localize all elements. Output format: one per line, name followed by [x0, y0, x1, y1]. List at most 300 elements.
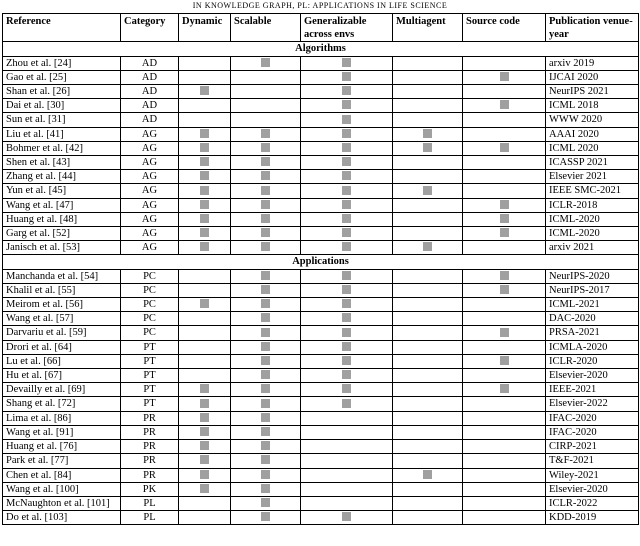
table-row — [3, 411, 639, 425]
feature-mark-square — [342, 143, 351, 152]
mark-cell — [179, 312, 231, 326]
category-cell: AG — [121, 127, 179, 141]
mark-cell — [463, 227, 546, 241]
reference-cell: Meirom et al. [56] — [3, 298, 121, 312]
category-cell: AG — [121, 212, 179, 226]
mark-cell — [231, 425, 301, 439]
mark-cell — [231, 56, 301, 70]
feature-mark-square — [261, 299, 270, 308]
feature-mark-square — [342, 285, 351, 294]
feature-mark-square — [261, 228, 270, 237]
table-row — [3, 340, 639, 354]
mark-cell — [463, 369, 546, 383]
category-cell: PC — [121, 298, 179, 312]
col-header-category: Category — [121, 14, 179, 42]
venue-cell: IFAC-2020 — [546, 411, 639, 425]
category-cell: PT — [121, 383, 179, 397]
feature-mark-square — [342, 370, 351, 379]
feature-mark-square — [200, 157, 209, 166]
reference-cell: Manchanda et al. [54] — [3, 269, 121, 283]
feature-mark-square — [500, 200, 509, 209]
feature-mark-square — [261, 342, 270, 351]
col-header-scalable: Scalable — [231, 14, 301, 42]
mark-cell — [179, 269, 231, 283]
reference-cell: Do et al. [103] — [3, 511, 121, 525]
category-cell: AG — [121, 198, 179, 212]
mark-cell — [179, 454, 231, 468]
mark-cell — [231, 397, 301, 411]
reference-cell: Wang et al. [47] — [3, 198, 121, 212]
mark-cell — [393, 170, 463, 184]
mark-cell — [463, 241, 546, 255]
venue-cell: IFAC-2020 — [546, 425, 639, 439]
reference-cell: Lima et al. [86] — [3, 411, 121, 425]
mark-cell — [179, 411, 231, 425]
reference-cell: Lu et al. [66] — [3, 354, 121, 368]
feature-mark-square — [423, 186, 432, 195]
reference-cell: Park et al. [77] — [3, 454, 121, 468]
feature-mark-square — [261, 157, 270, 166]
mark-cell — [393, 227, 463, 241]
mark-cell — [463, 340, 546, 354]
mark-cell — [179, 241, 231, 255]
feature-mark-square — [500, 271, 509, 280]
header-row — [3, 14, 639, 42]
venue-cell: Elsevier 2021 — [546, 170, 639, 184]
table-row — [3, 99, 639, 113]
feature-mark-square — [342, 100, 351, 109]
mark-cell — [301, 283, 393, 297]
mark-cell — [463, 440, 546, 454]
mark-cell — [301, 212, 393, 226]
mark-cell — [463, 326, 546, 340]
mark-cell — [179, 511, 231, 525]
mark-cell — [179, 184, 231, 198]
mark-cell — [393, 212, 463, 226]
feature-mark-square — [500, 100, 509, 109]
reference-cell: Wang et al. [57] — [3, 312, 121, 326]
col-header-publication: Publication venue-year — [546, 14, 639, 42]
reference-cell: Garg et al. [52] — [3, 227, 121, 241]
venue-cell: DAC-2020 — [546, 312, 639, 326]
mark-cell — [301, 511, 393, 525]
feature-mark-square — [342, 171, 351, 180]
mark-cell — [231, 312, 301, 326]
venue-cell: WWW 2020 — [546, 113, 639, 127]
mark-cell — [393, 70, 463, 84]
venue-cell: IJCAI 2020 — [546, 70, 639, 84]
table-row — [3, 170, 639, 184]
reference-cell: Shan et al. [26] — [3, 85, 121, 99]
mark-cell — [179, 468, 231, 482]
mark-cell — [393, 411, 463, 425]
reference-cell: Liu et al. [41] — [3, 127, 121, 141]
mark-cell — [231, 482, 301, 496]
venue-cell: T&F-2021 — [546, 454, 639, 468]
feature-mark-square — [342, 328, 351, 337]
mark-cell — [179, 227, 231, 241]
mark-cell — [463, 184, 546, 198]
mark-cell — [301, 354, 393, 368]
mark-cell — [231, 227, 301, 241]
mark-cell — [301, 198, 393, 212]
mark-cell — [393, 298, 463, 312]
table-row — [3, 369, 639, 383]
mark-cell — [231, 198, 301, 212]
mark-cell — [179, 198, 231, 212]
feature-mark-square — [200, 186, 209, 195]
mark-cell — [463, 269, 546, 283]
reference-cell: Janisch et al. [53] — [3, 241, 121, 255]
mark-cell — [301, 298, 393, 312]
reference-cell: Bohmer et al. [42] — [3, 141, 121, 155]
feature-mark-square — [200, 143, 209, 152]
mark-cell — [231, 156, 301, 170]
table-row — [3, 397, 639, 411]
category-cell: PR — [121, 440, 179, 454]
venue-cell: Elsevier-2022 — [546, 397, 639, 411]
section-row — [3, 255, 639, 269]
table-row — [3, 482, 639, 496]
mark-cell — [393, 156, 463, 170]
mark-cell — [393, 440, 463, 454]
feature-mark-square — [423, 143, 432, 152]
mark-cell — [301, 85, 393, 99]
mark-cell — [301, 397, 393, 411]
venue-cell: PRSA-2021 — [546, 326, 639, 340]
feature-mark-square — [261, 370, 270, 379]
feature-mark-square — [342, 399, 351, 408]
mark-cell — [463, 113, 546, 127]
mark-cell — [393, 496, 463, 510]
category-cell: PC — [121, 283, 179, 297]
mark-cell — [463, 141, 546, 155]
table-row — [3, 440, 639, 454]
mark-cell — [179, 127, 231, 141]
mark-cell — [463, 454, 546, 468]
mark-cell — [231, 283, 301, 297]
category-cell: PR — [121, 425, 179, 439]
mark-cell — [231, 496, 301, 510]
feature-mark-square — [500, 72, 509, 81]
mark-cell — [301, 127, 393, 141]
mark-cell — [179, 141, 231, 155]
feature-mark-square — [342, 129, 351, 138]
feature-mark-square — [500, 285, 509, 294]
mark-cell — [301, 482, 393, 496]
reference-cell: Sun et al. [31] — [3, 113, 121, 127]
mark-cell — [393, 354, 463, 368]
mark-cell — [463, 397, 546, 411]
mark-cell — [231, 241, 301, 255]
mark-cell — [231, 454, 301, 468]
mark-cell — [301, 468, 393, 482]
mark-cell — [231, 141, 301, 155]
mark-cell — [463, 170, 546, 184]
venue-cell: NeurIPS-2020 — [546, 269, 639, 283]
category-cell: AG — [121, 156, 179, 170]
mark-cell — [393, 369, 463, 383]
feature-mark-square — [261, 399, 270, 408]
reference-cell: Khalil et al. [55] — [3, 283, 121, 297]
category-cell: PT — [121, 369, 179, 383]
mark-cell — [179, 156, 231, 170]
feature-mark-square — [342, 72, 351, 81]
mark-cell — [463, 468, 546, 482]
category-cell: AD — [121, 70, 179, 84]
col-header-generalizable: Generalizable across envs — [301, 14, 393, 42]
mark-cell — [179, 340, 231, 354]
mark-cell — [301, 326, 393, 340]
reference-cell: Shen et al. [43] — [3, 156, 121, 170]
table-row — [3, 298, 639, 312]
mark-cell — [463, 383, 546, 397]
mark-cell — [301, 113, 393, 127]
mark-cell — [179, 425, 231, 439]
mark-cell — [179, 56, 231, 70]
venue-cell: NeurIPS-2017 — [546, 283, 639, 297]
feature-mark-square — [200, 86, 209, 95]
mark-cell — [301, 269, 393, 283]
mark-cell — [231, 440, 301, 454]
mark-cell — [393, 198, 463, 212]
reference-cell: Huang et al. [48] — [3, 212, 121, 226]
feature-mark-square — [342, 242, 351, 251]
feature-mark-square — [200, 384, 209, 393]
reference-cell: Zhou et al. [24] — [3, 56, 121, 70]
feature-mark-square — [261, 186, 270, 195]
mark-cell — [393, 482, 463, 496]
mark-cell — [393, 184, 463, 198]
mark-cell — [301, 56, 393, 70]
feature-mark-square — [261, 143, 270, 152]
feature-mark-square — [261, 214, 270, 223]
venue-cell: ICLR-2018 — [546, 198, 639, 212]
mark-cell — [301, 440, 393, 454]
mark-cell — [463, 312, 546, 326]
feature-mark-square — [261, 384, 270, 393]
mark-cell — [463, 56, 546, 70]
mark-cell — [393, 113, 463, 127]
reference-cell: Gao et al. [25] — [3, 70, 121, 84]
feature-mark-square — [200, 129, 209, 138]
venue-cell: ICLR-2022 — [546, 496, 639, 510]
mark-cell — [393, 468, 463, 482]
table-row — [3, 468, 639, 482]
feature-mark-square — [261, 484, 270, 493]
mark-cell — [179, 212, 231, 226]
mark-cell — [301, 411, 393, 425]
mark-cell — [231, 411, 301, 425]
mark-cell — [301, 340, 393, 354]
venue-cell: ICML-2020 — [546, 212, 639, 226]
feature-mark-square — [200, 455, 209, 464]
mark-cell — [393, 326, 463, 340]
mark-cell — [231, 70, 301, 84]
table-row — [3, 70, 639, 84]
feature-mark-square — [261, 413, 270, 422]
mark-cell — [393, 383, 463, 397]
feature-mark-square — [200, 200, 209, 209]
table-row — [3, 425, 639, 439]
category-cell: AD — [121, 56, 179, 70]
feature-mark-square — [261, 313, 270, 322]
mark-cell — [231, 269, 301, 283]
venue-cell: Elsevier-2020 — [546, 482, 639, 496]
category-cell: PT — [121, 354, 179, 368]
mark-cell — [179, 496, 231, 510]
venue-cell: ICML-2020 — [546, 227, 639, 241]
feature-mark-square — [342, 200, 351, 209]
feature-mark-square — [423, 242, 432, 251]
reference-cell: Devailly et al. [69] — [3, 383, 121, 397]
mark-cell — [301, 156, 393, 170]
table-row — [3, 283, 639, 297]
category-cell: AG — [121, 184, 179, 198]
mark-cell — [301, 425, 393, 439]
venue-cell: NeurIPS 2021 — [546, 85, 639, 99]
mark-cell — [463, 283, 546, 297]
mark-cell — [231, 340, 301, 354]
feature-mark-square — [261, 512, 270, 521]
mark-cell — [179, 298, 231, 312]
mark-cell — [179, 397, 231, 411]
reference-cell: Darvariu et al. [59] — [3, 326, 121, 340]
mark-cell — [393, 454, 463, 468]
category-cell: PC — [121, 312, 179, 326]
table-row — [3, 85, 639, 99]
mark-cell — [179, 326, 231, 340]
mark-cell — [301, 369, 393, 383]
mark-cell — [179, 99, 231, 113]
venue-cell: Elsevier-2020 — [546, 369, 639, 383]
table-row — [3, 496, 639, 510]
feature-mark-square — [500, 384, 509, 393]
reference-cell: Yun et al. [45] — [3, 184, 121, 198]
feature-mark-square — [500, 143, 509, 152]
feature-mark-square — [342, 86, 351, 95]
category-cell: AG — [121, 170, 179, 184]
mark-cell — [179, 113, 231, 127]
category-cell: PL — [121, 511, 179, 525]
table-row — [3, 326, 639, 340]
table-caption: IN KNOWLEDGE GRAPH, PL: APPLICATIONS IN LIFE SCIENCE — [192, 1, 448, 10]
feature-mark-square — [261, 427, 270, 436]
feature-mark-square — [500, 356, 509, 365]
feature-mark-square — [200, 214, 209, 223]
mark-cell — [231, 298, 301, 312]
mark-cell — [231, 468, 301, 482]
mark-cell — [231, 212, 301, 226]
table-row — [3, 511, 639, 525]
table-row — [3, 141, 639, 155]
table-row — [3, 269, 639, 283]
venue-cell: KDD-2019 — [546, 511, 639, 525]
mark-cell — [393, 340, 463, 354]
category-cell: AD — [121, 85, 179, 99]
mark-cell — [231, 511, 301, 525]
mark-cell — [301, 241, 393, 255]
table-row — [3, 56, 639, 70]
feature-mark-square — [261, 242, 270, 251]
table-row — [3, 113, 639, 127]
category-cell: PC — [121, 326, 179, 340]
table-row — [3, 198, 639, 212]
mark-cell — [231, 170, 301, 184]
feature-mark-square — [500, 228, 509, 237]
mark-cell — [463, 496, 546, 510]
venue-cell: ICLR-2020 — [546, 354, 639, 368]
mark-cell — [179, 170, 231, 184]
feature-mark-square — [500, 328, 509, 337]
reference-cell: Zhang et al. [44] — [3, 170, 121, 184]
feature-mark-square — [261, 171, 270, 180]
feature-mark-square — [342, 313, 351, 322]
mark-cell — [463, 127, 546, 141]
feature-mark-square — [342, 157, 351, 166]
venue-cell: ICMLA-2020 — [546, 340, 639, 354]
reference-cell: Dai et al. [30] — [3, 99, 121, 113]
table-row — [3, 227, 639, 241]
table-row — [3, 127, 639, 141]
mark-cell — [301, 227, 393, 241]
literature-table — [2, 13, 639, 525]
mark-cell — [463, 411, 546, 425]
category-cell: PR — [121, 454, 179, 468]
feature-mark-square — [423, 470, 432, 479]
mark-cell — [393, 312, 463, 326]
table-row — [3, 312, 639, 326]
table-row — [3, 383, 639, 397]
feature-mark-square — [261, 271, 270, 280]
reference-cell: Chen et al. [84] — [3, 468, 121, 482]
mark-cell — [463, 70, 546, 84]
feature-mark-square — [261, 129, 270, 138]
section-title: Algorithms — [3, 42, 639, 56]
category-cell: PT — [121, 340, 179, 354]
mark-cell — [301, 184, 393, 198]
reference-cell: Huang et al. [76] — [3, 440, 121, 454]
mark-cell — [393, 141, 463, 155]
category-cell: AD — [121, 113, 179, 127]
mark-cell — [179, 85, 231, 99]
feature-mark-square — [342, 271, 351, 280]
venue-cell: ICML-2021 — [546, 298, 639, 312]
mark-cell — [231, 369, 301, 383]
reference-cell: Wang et al. [91] — [3, 425, 121, 439]
venue-cell: IEEE SMC-2021 — [546, 184, 639, 198]
mark-cell — [393, 241, 463, 255]
category-cell: AG — [121, 227, 179, 241]
feature-mark-square — [200, 228, 209, 237]
mark-cell — [179, 383, 231, 397]
category-cell: PL — [121, 496, 179, 510]
venue-cell: arxiv 2021 — [546, 241, 639, 255]
feature-mark-square — [342, 299, 351, 308]
feature-mark-square — [200, 413, 209, 422]
feature-mark-square — [342, 228, 351, 237]
mark-cell — [393, 99, 463, 113]
venue-cell: AAAI 2020 — [546, 127, 639, 141]
mark-cell — [231, 127, 301, 141]
category-cell: PK — [121, 482, 179, 496]
reference-cell: Hu et al. [67] — [3, 369, 121, 383]
mark-cell — [393, 127, 463, 141]
reference-cell: Wang et al. [100] — [3, 482, 121, 496]
category-cell: AG — [121, 141, 179, 155]
table-row — [3, 184, 639, 198]
feature-mark-square — [342, 342, 351, 351]
